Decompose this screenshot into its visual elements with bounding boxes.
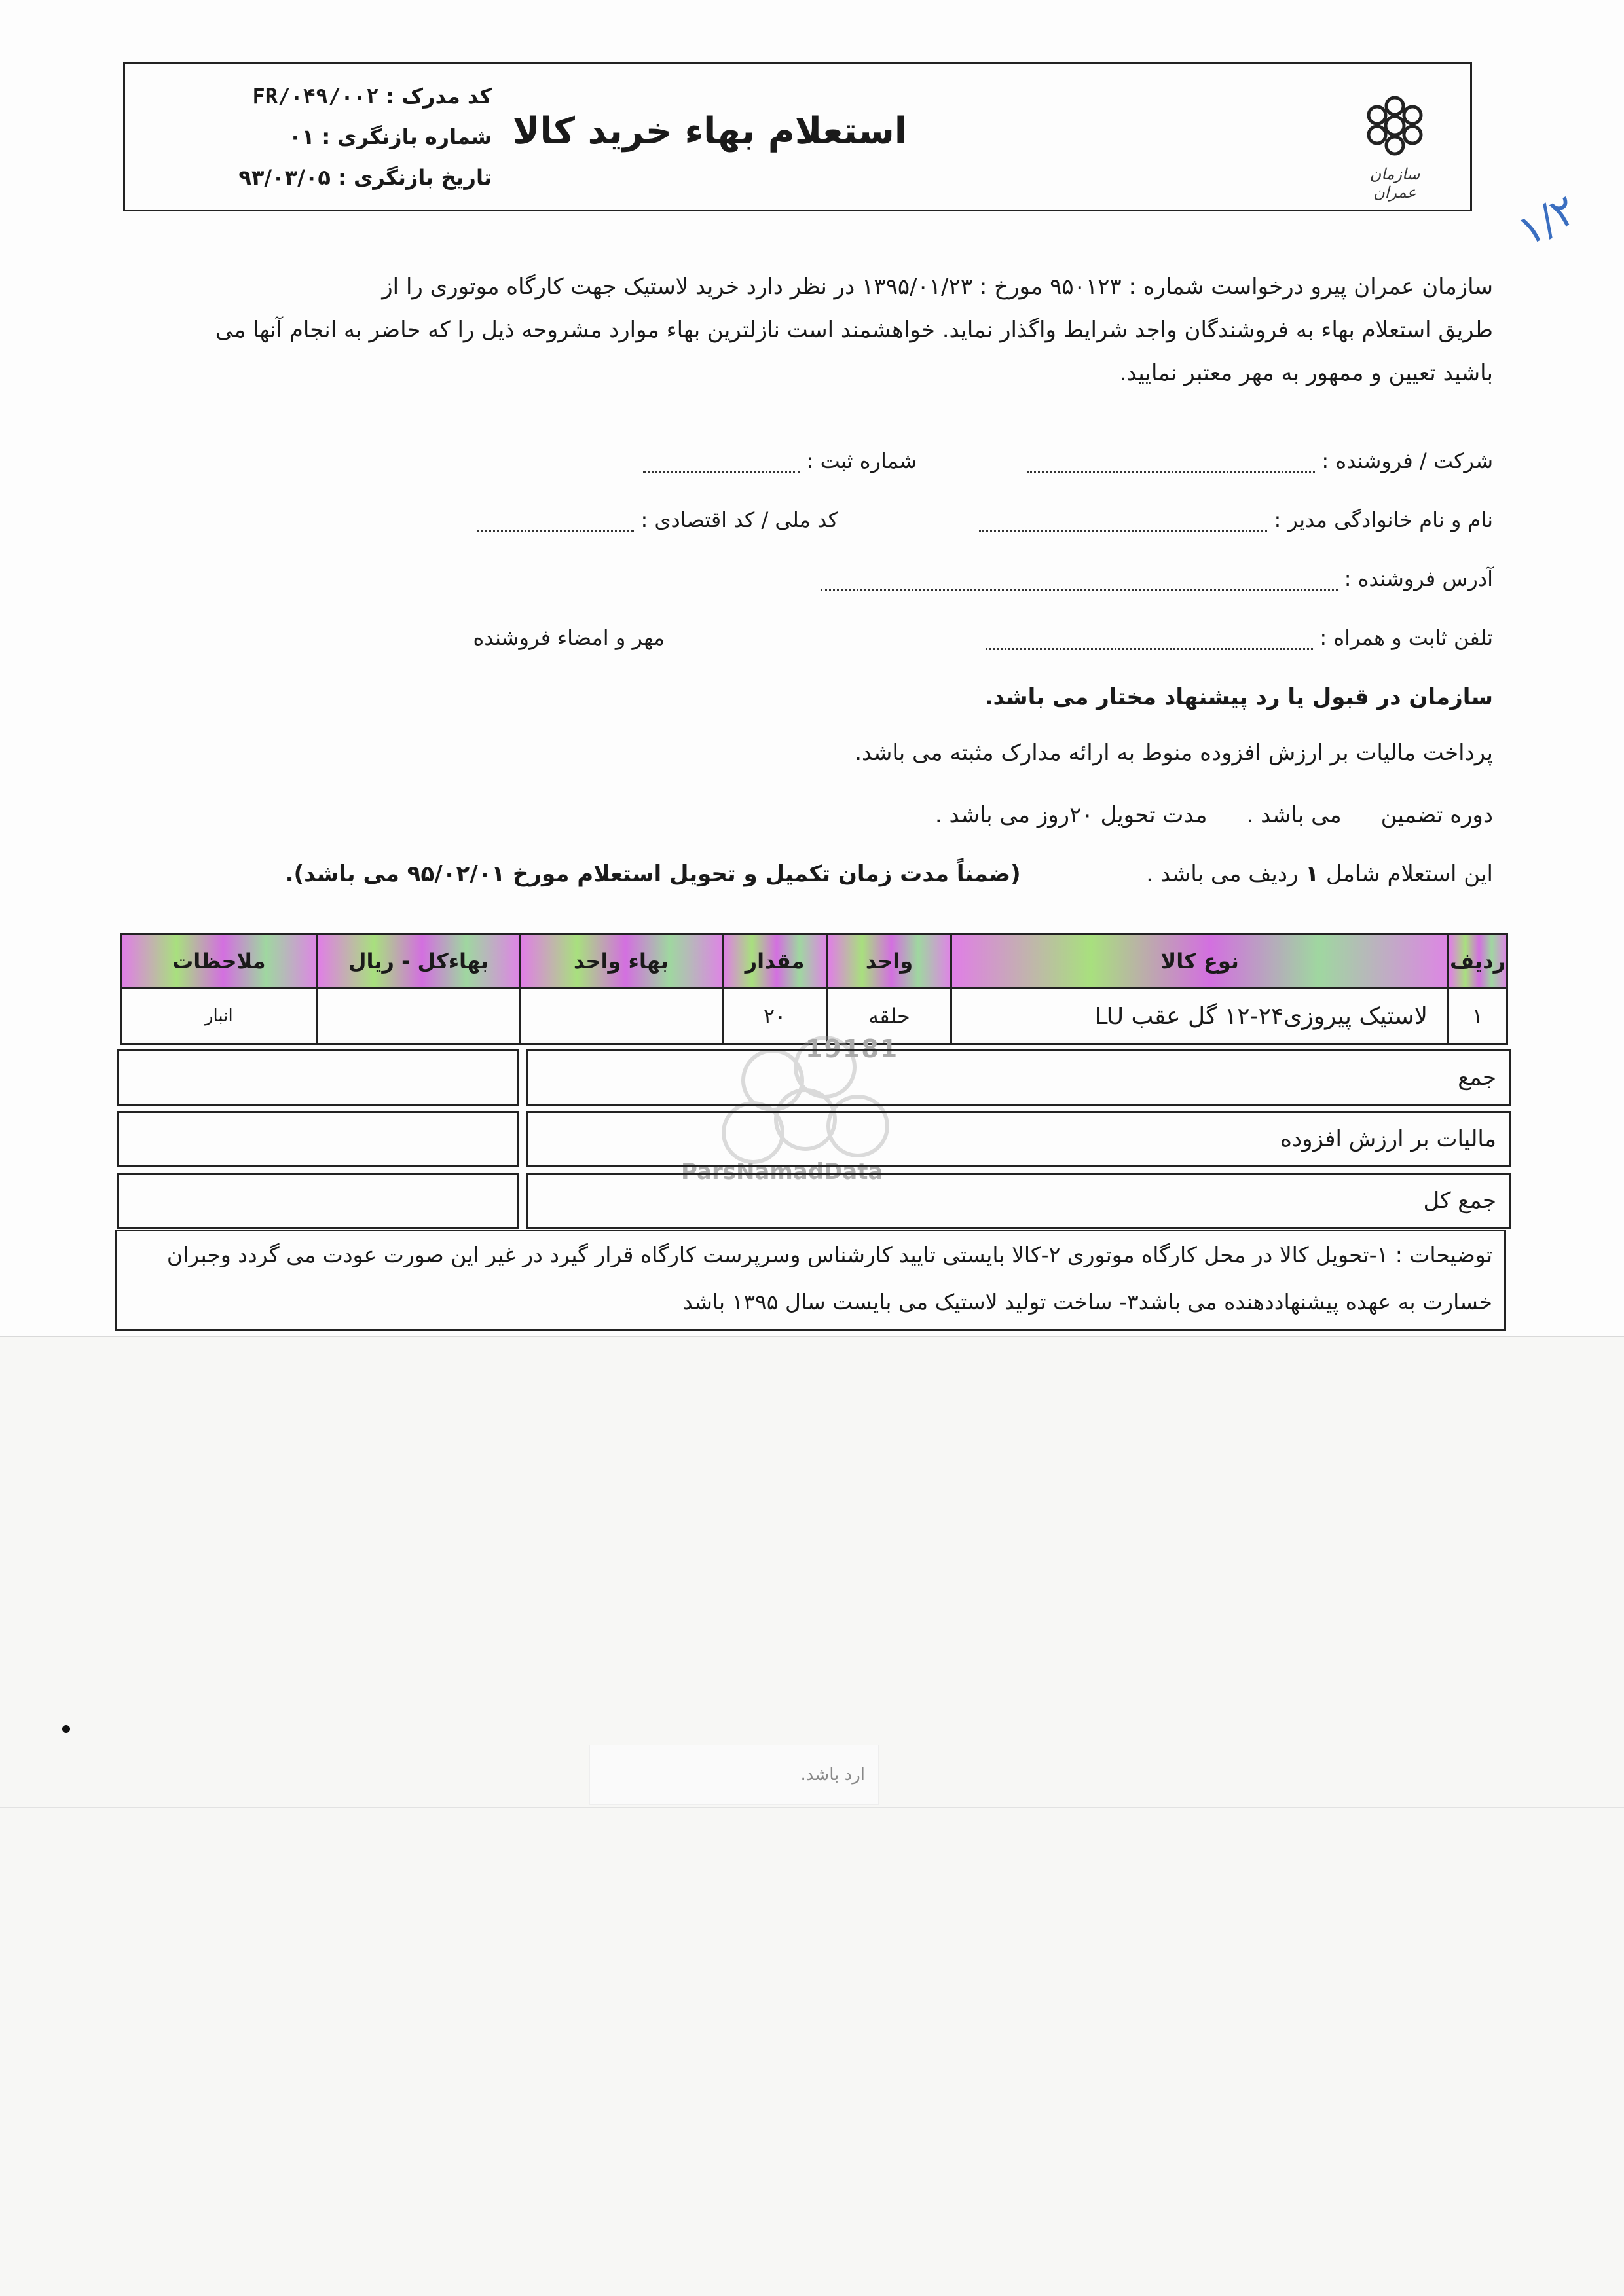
table-header-row bbox=[121, 934, 1507, 989]
unit-price-cell[interactable] bbox=[520, 989, 722, 1044]
grand-total-row bbox=[117, 1173, 1511, 1229]
lower-paper-section bbox=[0, 1337, 1624, 2296]
quantity-cell: ۲۰ bbox=[722, 989, 827, 1044]
intro-line: سازمان عمران پیرو درخواست شماره : ۹۵۰۱۲۳ مورخ : ۱۳۹۵/۰۱/۲۳ در نظر دارد خرید لاستیک جهت کارگاه موتوری را از bbox=[382, 274, 1493, 300]
organization-logo bbox=[1346, 92, 1444, 202]
company-field-row bbox=[111, 448, 1493, 488]
table-header: ملاحظات bbox=[121, 934, 318, 989]
vat-label: مالیات بر ارزش افزوده bbox=[526, 1111, 1511, 1167]
warranty-suffix: می باشد . bbox=[1246, 802, 1342, 828]
phone-label: تلفن ثابت و همراه : bbox=[1320, 625, 1493, 650]
manager-field-row bbox=[111, 507, 1493, 547]
registration-label: شماره ثبت : bbox=[806, 448, 917, 473]
watermark-brand: ParsNamadData bbox=[681, 1159, 883, 1185]
revision-row bbox=[151, 117, 492, 157]
sum-value-cell[interactable] bbox=[117, 1049, 519, 1106]
page-fold-line bbox=[0, 1807, 1624, 1808]
revision-value: ۰۱ bbox=[289, 124, 315, 149]
doc-code-label: کد مدرک : bbox=[386, 84, 492, 109]
row-number-cell: ۱ bbox=[1449, 989, 1507, 1044]
ink-dot bbox=[62, 1725, 70, 1733]
sum-label: جمع bbox=[526, 1049, 1511, 1106]
completion-note: (ضمناً مدت زمان تکمیل و تحویل استعلام مورخ ۹۵/۰۲/۰۱ می باشد). bbox=[285, 861, 1021, 887]
document-meta bbox=[151, 76, 492, 198]
intro-line: باشید تعیین و ممهور به مهر معتبر نمایید. bbox=[1119, 360, 1493, 386]
delivery-label: مدت تحویل bbox=[1100, 802, 1208, 828]
address-field[interactable] bbox=[821, 566, 1493, 591]
warranty-label: دوره تضمین bbox=[1380, 802, 1493, 828]
intro-line: طریق استعلام بهاء به فروشندگان واجد شرایط واگذار نماید. خواهشمند است نازلترین بهاء موارد مشروحه ذیل را که حاضر به انجام آنها می bbox=[215, 317, 1493, 343]
phone-field[interactable] bbox=[986, 625, 1493, 650]
rows-prefix: این استعلام شامل bbox=[1325, 861, 1493, 887]
footer-paper-scrap bbox=[589, 1745, 879, 1805]
manager-dotted-line[interactable] bbox=[979, 511, 1267, 532]
address-field-row bbox=[111, 566, 1493, 606]
revision-date-row bbox=[151, 157, 492, 198]
company-dotted-line[interactable] bbox=[1027, 452, 1315, 473]
table-header: مقدار bbox=[722, 934, 827, 989]
delivery-value: ۲۰روز bbox=[1037, 802, 1094, 828]
table-header: بهاء واحد bbox=[520, 934, 722, 989]
grand-total-value-cell[interactable] bbox=[117, 1173, 519, 1229]
table-header: نوع کالا bbox=[951, 934, 1449, 989]
logo-caption: سازمان عمران bbox=[1369, 165, 1420, 202]
notes-line: خسارت به عهده پیشنهاددهنده می باشد۳- ساخت تولید لاستیک می بایست سال ۱۳۹۵ باشد bbox=[682, 1289, 1492, 1315]
revision-date-label: تاریخ بازنگری : bbox=[338, 165, 492, 190]
document-header bbox=[123, 62, 1472, 211]
grand-total-label: جمع کل bbox=[526, 1173, 1511, 1229]
reserve-statement bbox=[111, 684, 1493, 710]
vat-row bbox=[117, 1111, 1511, 1167]
national-code-field[interactable] bbox=[477, 507, 838, 532]
vat-statement: پرداخت مالیات بر ارزش افزوده منوط به ارائه مدارک مثبته می باشد. bbox=[855, 740, 1493, 766]
company-label: شرکت / فروشنده : bbox=[1321, 448, 1493, 473]
page-fold-line bbox=[0, 1336, 1624, 1337]
phone-dotted-line[interactable] bbox=[986, 629, 1313, 650]
table-header: واحد bbox=[827, 934, 951, 989]
doc-code-row bbox=[151, 76, 492, 117]
notes-line: توضیحات : ۱-تحویل کالا در محل کارگاه موتوری ۲-کالا بایستی تایید کارشناس وسرپرست کارگاه قرار گیرد در غیر این صورت عودت می گردد وجبران bbox=[166, 1242, 1492, 1267]
company-field[interactable] bbox=[1027, 448, 1493, 473]
handwritten-margin-note: ۱/۲ bbox=[1509, 185, 1585, 256]
reserve-text: سازمان در قبول یا رد پیشنهاد مختار می باشد. bbox=[984, 684, 1493, 710]
seller-seal-label: مهر و امضاء فروشنده bbox=[473, 625, 665, 650]
municipality-emblem-icon bbox=[1359, 92, 1431, 164]
unit-cell: حلقه bbox=[827, 989, 951, 1044]
registration-field[interactable] bbox=[643, 448, 917, 473]
address-dotted-line[interactable] bbox=[821, 570, 1338, 591]
rows-count: ۱ bbox=[1305, 861, 1320, 887]
delivery-suffix: می باشد . bbox=[934, 802, 1031, 828]
item-type-cell: لاستیک پیروزی۲۴-۱۲ گل عقب LU bbox=[951, 989, 1449, 1044]
manager-field[interactable] bbox=[979, 507, 1493, 532]
rows-count-statement bbox=[111, 861, 1493, 887]
national-code-label: کد ملی / کد اقتصادی : bbox=[640, 507, 838, 532]
phone-field-row bbox=[111, 625, 1493, 665]
revision-date-value: ۹۳/۰۳/۰۵ bbox=[238, 165, 331, 190]
remarks-cell: انبار bbox=[121, 989, 318, 1044]
registration-dotted-line[interactable] bbox=[643, 452, 800, 473]
rows-suffix: ردیف می باشد . bbox=[1146, 861, 1299, 887]
address-label: آدرس فروشنده : bbox=[1344, 566, 1493, 591]
table-header: بهاءکل - ریال bbox=[317, 934, 520, 989]
national-code-dotted-line[interactable] bbox=[477, 511, 634, 532]
watermark-digits: 19181 bbox=[805, 1034, 899, 1063]
vat-value-cell[interactable] bbox=[117, 1111, 519, 1167]
notes-box bbox=[115, 1230, 1506, 1331]
intro-paragraph bbox=[111, 265, 1493, 395]
doc-code-value: FR/۰۴۹/۰۰۲ bbox=[252, 84, 379, 109]
document-title: استعلام بهاء خرید کالا bbox=[512, 110, 907, 153]
footer-fragment-text: ارد باشد. bbox=[800, 1765, 865, 1785]
warranty-delivery-statement bbox=[111, 802, 1493, 828]
sum-row bbox=[117, 1049, 1511, 1106]
table-header: ردیف bbox=[1449, 934, 1507, 989]
manager-label: نام و نام خانوادگی مدیر : bbox=[1274, 507, 1493, 532]
revision-label: شماره بازنگری : bbox=[322, 124, 492, 149]
total-price-cell[interactable] bbox=[317, 989, 520, 1044]
